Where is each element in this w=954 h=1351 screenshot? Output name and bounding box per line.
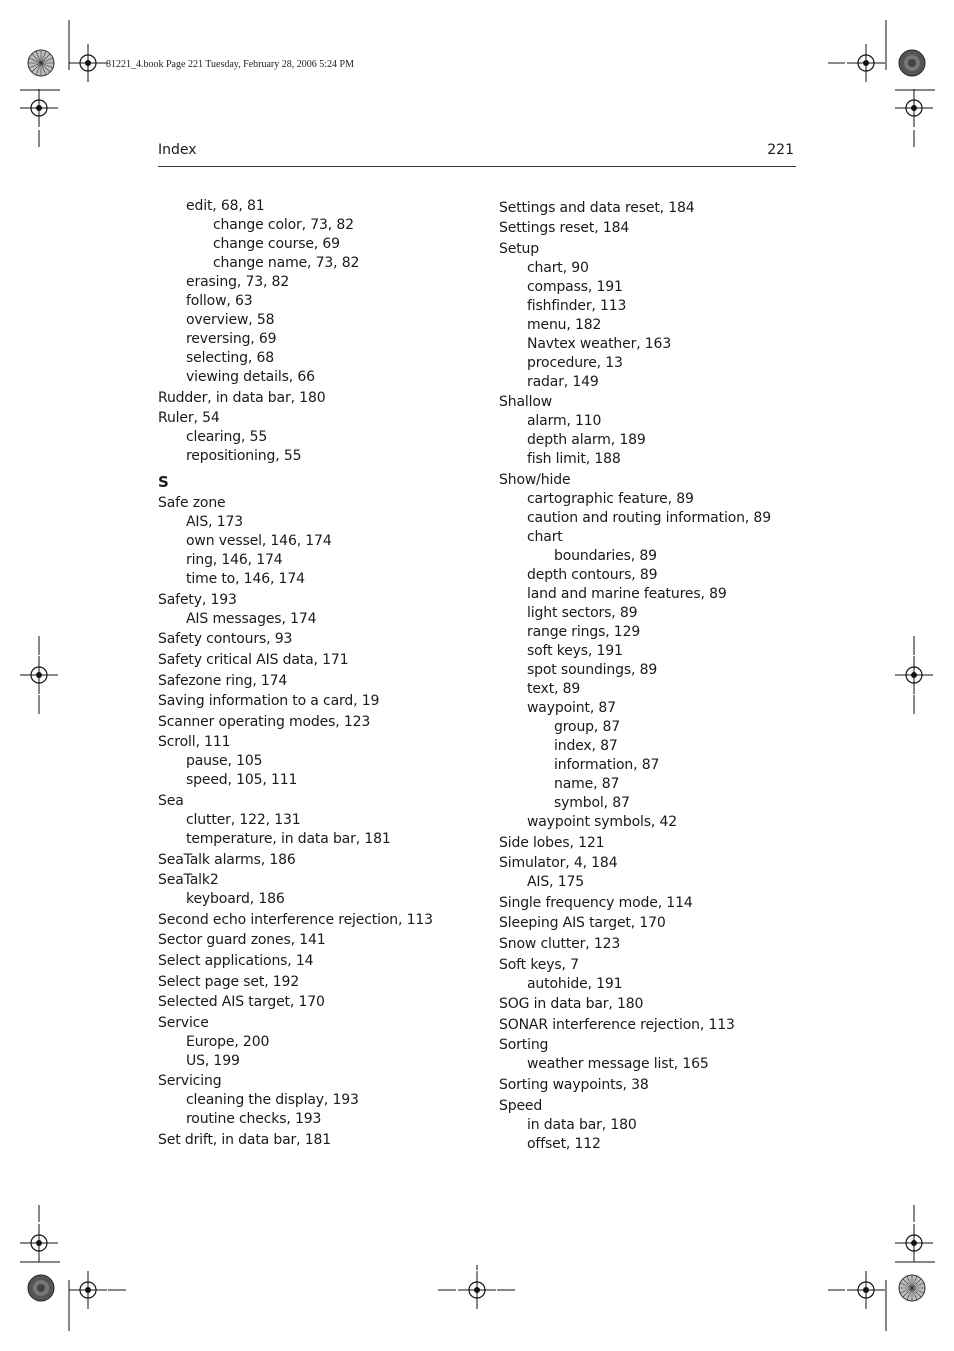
registration-rosette-icon <box>28 1275 54 1301</box>
index-subentry: radar, 149 <box>527 373 599 390</box>
page-number: 221 <box>767 142 794 158</box>
index-entry: Safety, 193 <box>158 591 237 608</box>
index-entry: Second echo interference rejection, 113 <box>158 911 433 928</box>
index-column-left <box>158 197 478 1150</box>
index-subentry: text, 89 <box>527 680 581 697</box>
index-subentry: own vessel, 146, 174 <box>186 533 332 550</box>
index-entry: Scanner operating modes, 123 <box>158 713 371 730</box>
index-subentry: procedure, 13 <box>527 354 623 371</box>
index-subentry: edit, 68, 81 <box>186 198 265 214</box>
registration-rosette-icon <box>28 50 54 76</box>
index-subentry: index, 87 <box>554 737 618 754</box>
index-subentry: depth alarm, 189 <box>527 432 646 449</box>
index-subentry: range rings, 129 <box>527 623 641 640</box>
index-entry: Select page set, 192 <box>158 973 300 990</box>
index-entry: Setup <box>499 240 539 257</box>
header-rule <box>158 166 796 167</box>
index-subentry: repositioning, 55 <box>186 448 302 465</box>
index-subentry: fish limit, 188 <box>527 451 621 468</box>
index-entry: Simulator, 4, 184 <box>499 855 618 872</box>
index-entry: Settings reset, 184 <box>499 220 630 237</box>
index-subentry: temperature, in data bar, 181 <box>186 830 391 847</box>
index-entry: Service <box>158 1014 209 1031</box>
registration-rosette-icon <box>899 50 925 76</box>
index-entry: Saving information to a card, 19 <box>158 693 380 710</box>
index-entry: Set drift, in data bar, 181 <box>158 1131 332 1148</box>
index-entry: Selected AIS target, 170 <box>158 994 325 1011</box>
index-subentry: boundaries, 89 <box>554 547 657 564</box>
crosshair-icon <box>847 1271 885 1309</box>
index-subentry: keyboard, 186 <box>186 891 285 908</box>
index-subentry: offset, 112 <box>527 1135 601 1152</box>
index-subentry: ring, 146, 174 <box>186 552 283 569</box>
print-slug: 81221_4.book Page 221 Tuesday, February 28, 2006 5:24 PM <box>106 59 354 70</box>
crosshair-icon <box>20 656 58 694</box>
index-entry: SeaTalk alarms, 186 <box>158 851 296 868</box>
index-entry: Sorting waypoints, 38 <box>499 1076 649 1093</box>
index-entry: Safe zone <box>158 495 226 512</box>
crosshair-icon <box>69 44 107 82</box>
index-entry: Soft keys, 7 <box>499 956 579 973</box>
index-entry: Shallow <box>499 394 553 411</box>
index-column-right <box>499 197 799 1154</box>
index-subentry: Europe, 200 <box>186 1033 270 1050</box>
index-subentry: menu, 182 <box>527 316 602 333</box>
index-entry: Single frequency mode, 114 <box>499 894 693 911</box>
index-entry: Rudder, in data bar, 180 <box>158 389 326 406</box>
index-entry: Safety critical AIS data, 171 <box>158 651 349 668</box>
index-subentry: Navtex weather, 163 <box>527 335 672 352</box>
index-subentry: waypoint symbols, 42 <box>527 813 678 830</box>
index-subentry: change color, 73, 82 <box>213 217 354 233</box>
crosshair-icon <box>895 656 933 694</box>
registration-rosette-icon <box>899 1275 925 1301</box>
index-subentry: group, 87 <box>554 718 621 735</box>
index-entry: Ruler, 54 <box>158 410 220 427</box>
index-entry: Sorting <box>499 1037 549 1054</box>
index-entry: Safezone ring, 174 <box>158 672 288 689</box>
index-subentry: clearing, 55 <box>186 429 268 446</box>
index-subentry: soft keys, 191 <box>527 642 623 659</box>
index-subentry: US, 199 <box>186 1052 240 1069</box>
running-header-title: Index <box>158 142 197 158</box>
index-subentry: fishfinder, 113 <box>527 297 627 314</box>
index-subentry: time to, 146, 174 <box>186 571 305 588</box>
index-subentry: pause, 105 <box>186 753 263 770</box>
index-subentry: depth contours, 89 <box>527 566 658 583</box>
index-subentry: AIS messages, 174 <box>186 610 317 627</box>
index-subentry: land and marine features, 89 <box>527 585 727 602</box>
index-subentry: waypoint, 87 <box>527 699 616 716</box>
index-subentry: selecting, 68 <box>186 350 275 366</box>
index-subentry: chart, 90 <box>527 259 589 276</box>
index-entry: Safety contours, 93 <box>158 631 293 648</box>
index-subentry: clutter, 122, 131 <box>186 811 301 828</box>
index-subentry: AIS, 175 <box>527 874 585 891</box>
index-entry: Show/hide <box>499 471 571 488</box>
index-entry: Side lobes, 121 <box>499 834 605 851</box>
index-subentry: weather message list, 165 <box>527 1056 709 1073</box>
index-subentry: alarm, 110 <box>527 413 602 430</box>
index-subentry: caution and routing information, 89 <box>527 509 771 526</box>
index-subentry: autohide, 191 <box>527 975 623 992</box>
crosshair-icon <box>69 1271 107 1309</box>
index-subentry: routine checks, 193 <box>186 1111 322 1128</box>
index-entry: Settings and data reset, 184 <box>499 199 695 216</box>
index-subentry: speed, 105, 111 <box>186 772 298 789</box>
index-subentry: in data bar, 180 <box>527 1116 637 1133</box>
index-subentry: cleaning the display, 193 <box>186 1092 359 1109</box>
index-entry: Snow clutter, 123 <box>499 935 621 952</box>
index-subentry: information, 87 <box>554 756 660 773</box>
crosshair-icon <box>20 1224 58 1262</box>
index-subentry: erasing, 73, 82 <box>186 274 290 290</box>
index-entry: Sector guard zones, 141 <box>158 932 326 949</box>
crosshair-icon <box>895 1224 933 1262</box>
index-subentry: viewing details, 66 <box>186 369 315 385</box>
index-entry: Speed <box>499 1097 543 1114</box>
index-subentry: change course, 69 <box>213 236 340 252</box>
section-letter-heading: S <box>158 473 169 492</box>
index-entry: SONAR interference rejection, 113 <box>499 1016 735 1033</box>
index-subentry: chart <box>527 528 563 545</box>
crosshair-icon <box>847 44 885 82</box>
crosshair-icon <box>458 1271 496 1309</box>
index-entry: Servicing <box>158 1073 222 1090</box>
index-entry: SOG in data bar, 180 <box>499 996 644 1013</box>
index-subentry: name, 87 <box>554 775 620 792</box>
index-subentry: cartographic feature, 89 <box>527 490 694 507</box>
crosshair-icon <box>20 89 58 127</box>
index-subentry: AIS, 173 <box>186 514 244 531</box>
index-entry: Select applications, 14 <box>158 952 314 969</box>
index-subentry: change name, 73, 82 <box>213 255 360 271</box>
index-subentry: compass, 191 <box>527 278 623 295</box>
index-subentry: overview, 58 <box>186 312 275 328</box>
index-subentry: follow, 63 <box>186 293 253 309</box>
crosshair-icon <box>895 89 933 127</box>
index-subentry: reversing, 69 <box>186 331 277 347</box>
index-subentry: symbol, 87 <box>554 794 630 811</box>
index-entry: Sleeping AIS target, 170 <box>499 915 666 932</box>
index-entry: Scroll, 111 <box>158 734 231 751</box>
index-subentry: light sectors, 89 <box>527 604 638 621</box>
index-subentry: spot soundings, 89 <box>527 661 658 678</box>
index-entry: Sea <box>158 792 184 809</box>
index-entry: SeaTalk2 <box>158 872 219 889</box>
